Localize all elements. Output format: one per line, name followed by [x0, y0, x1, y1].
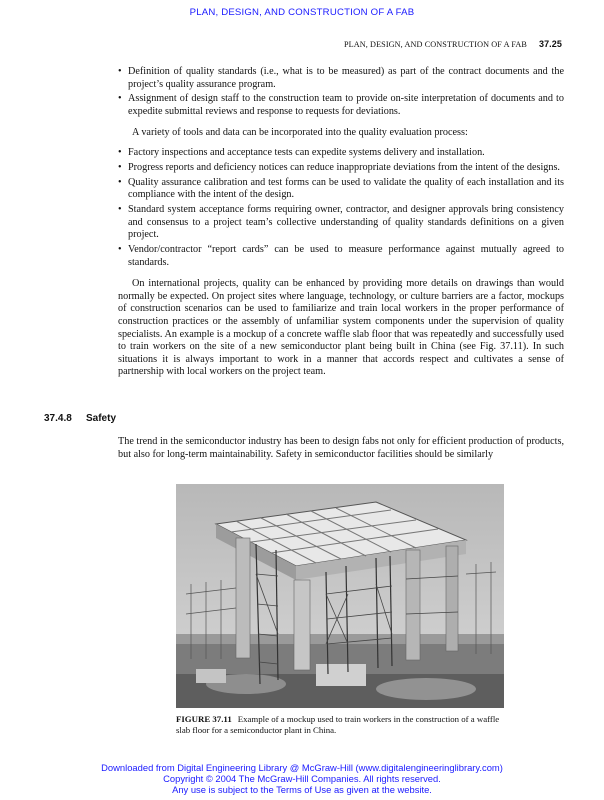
- tools-bullets: [118, 147, 564, 269]
- international-paragraph: On international projects, quality can be enhanced by providing more details on drawings than would normally be expected. On project sites where language, technology, or culture barriers are a factor, mockups of construction scenarios can be used to familiarize and train local workers in the proper performance of construction practices or the assembly of unfamiliar system components under the supervision of quality specialists. An example is a mockup of a concrete waffle slab floor that was repeatedly and successfully used to train workers on the site of a new semiconductor plant being built in China (see Fig. 37.11). In such situations it is always important to work in a manner that accords respect and cultivates a sense of partnership with local workers on the project team.: [118, 278, 564, 378]
- tools-intro: A variety of tools and data can be incorporated into the quality evaluation process:: [132, 126, 468, 138]
- section-number: 37.4.8: [44, 413, 72, 424]
- list-item: • Factory inspections and acceptance tests can expedite systems delivery and installation.: [118, 147, 564, 160]
- list-item: • Assignment of design staff to the construction team to provide on-site interpretation of documents and to expedite submittal reviews and response to requests for deviations.: [118, 93, 564, 118]
- footer-download-link[interactable]: Downloaded from Digital Engineering Library @ McGraw-Hill (www.digitalengineeringlibrary.com): [101, 762, 503, 773]
- list-item: • Quality assurance calibration and test forms can be used to validate the quality of each installation and its compliance with the intent of the design.: [118, 177, 564, 202]
- footer-terms-link[interactable]: Any use is subject to the Terms of Use as given at the website.: [172, 784, 432, 795]
- body-text: [118, 66, 564, 379]
- mockup-photo-illustration: [176, 484, 504, 708]
- figure-photo: [176, 484, 504, 708]
- page-number: 37.25: [538, 39, 562, 49]
- list-item: • Vendor/contractor “report cards” can be used to measure performance against mutually agreed to standards.: [118, 244, 564, 269]
- footer-copyright[interactable]: Copyright © 2004 The McGraw-Hill Companies. All rights reserved.: [163, 773, 441, 784]
- list-item: • Definition of quality standards (i.e., what is to be measured) as part of the contract documents and the project’s quality assurance program.: [118, 66, 564, 91]
- running-head-title: PLAN, DESIGN, AND CONSTRUCTION OF A FAB: [343, 40, 527, 49]
- footer: [0, 762, 604, 795]
- top-banner[interactable]: PLAN, DESIGN, AND CONSTRUCTION OF A FAB: [189, 7, 415, 18]
- safety-paragraph: The trend in the semiconductor industry has been to design fabs not only for efficient production of products, but also for long-term maintainability. Safety in semiconductor facilities should be similarly: [118, 436, 564, 460]
- list-item: • Standard system acceptance forms requiring owner, contractor, and designer approvals bring consistency and consensus to a project team’s collective understanding of quality standards definitions on a given project.: [118, 204, 564, 242]
- figure-label: FIGURE 37.11: [176, 714, 232, 724]
- section-heading: [44, 413, 116, 424]
- quality-bullets: [118, 66, 564, 119]
- figure-caption-text: Example of a mockup used to train workers in the construction of a waffle slab floor for a semiconductor plant in China.: [176, 714, 500, 735]
- section-title: Safety: [86, 413, 117, 424]
- list-item: • Progress reports and deficiency notices can reduce inappropriate deviations from the intent of the designs.: [118, 162, 564, 175]
- figure-caption: [176, 714, 510, 736]
- running-head: [344, 39, 562, 49]
